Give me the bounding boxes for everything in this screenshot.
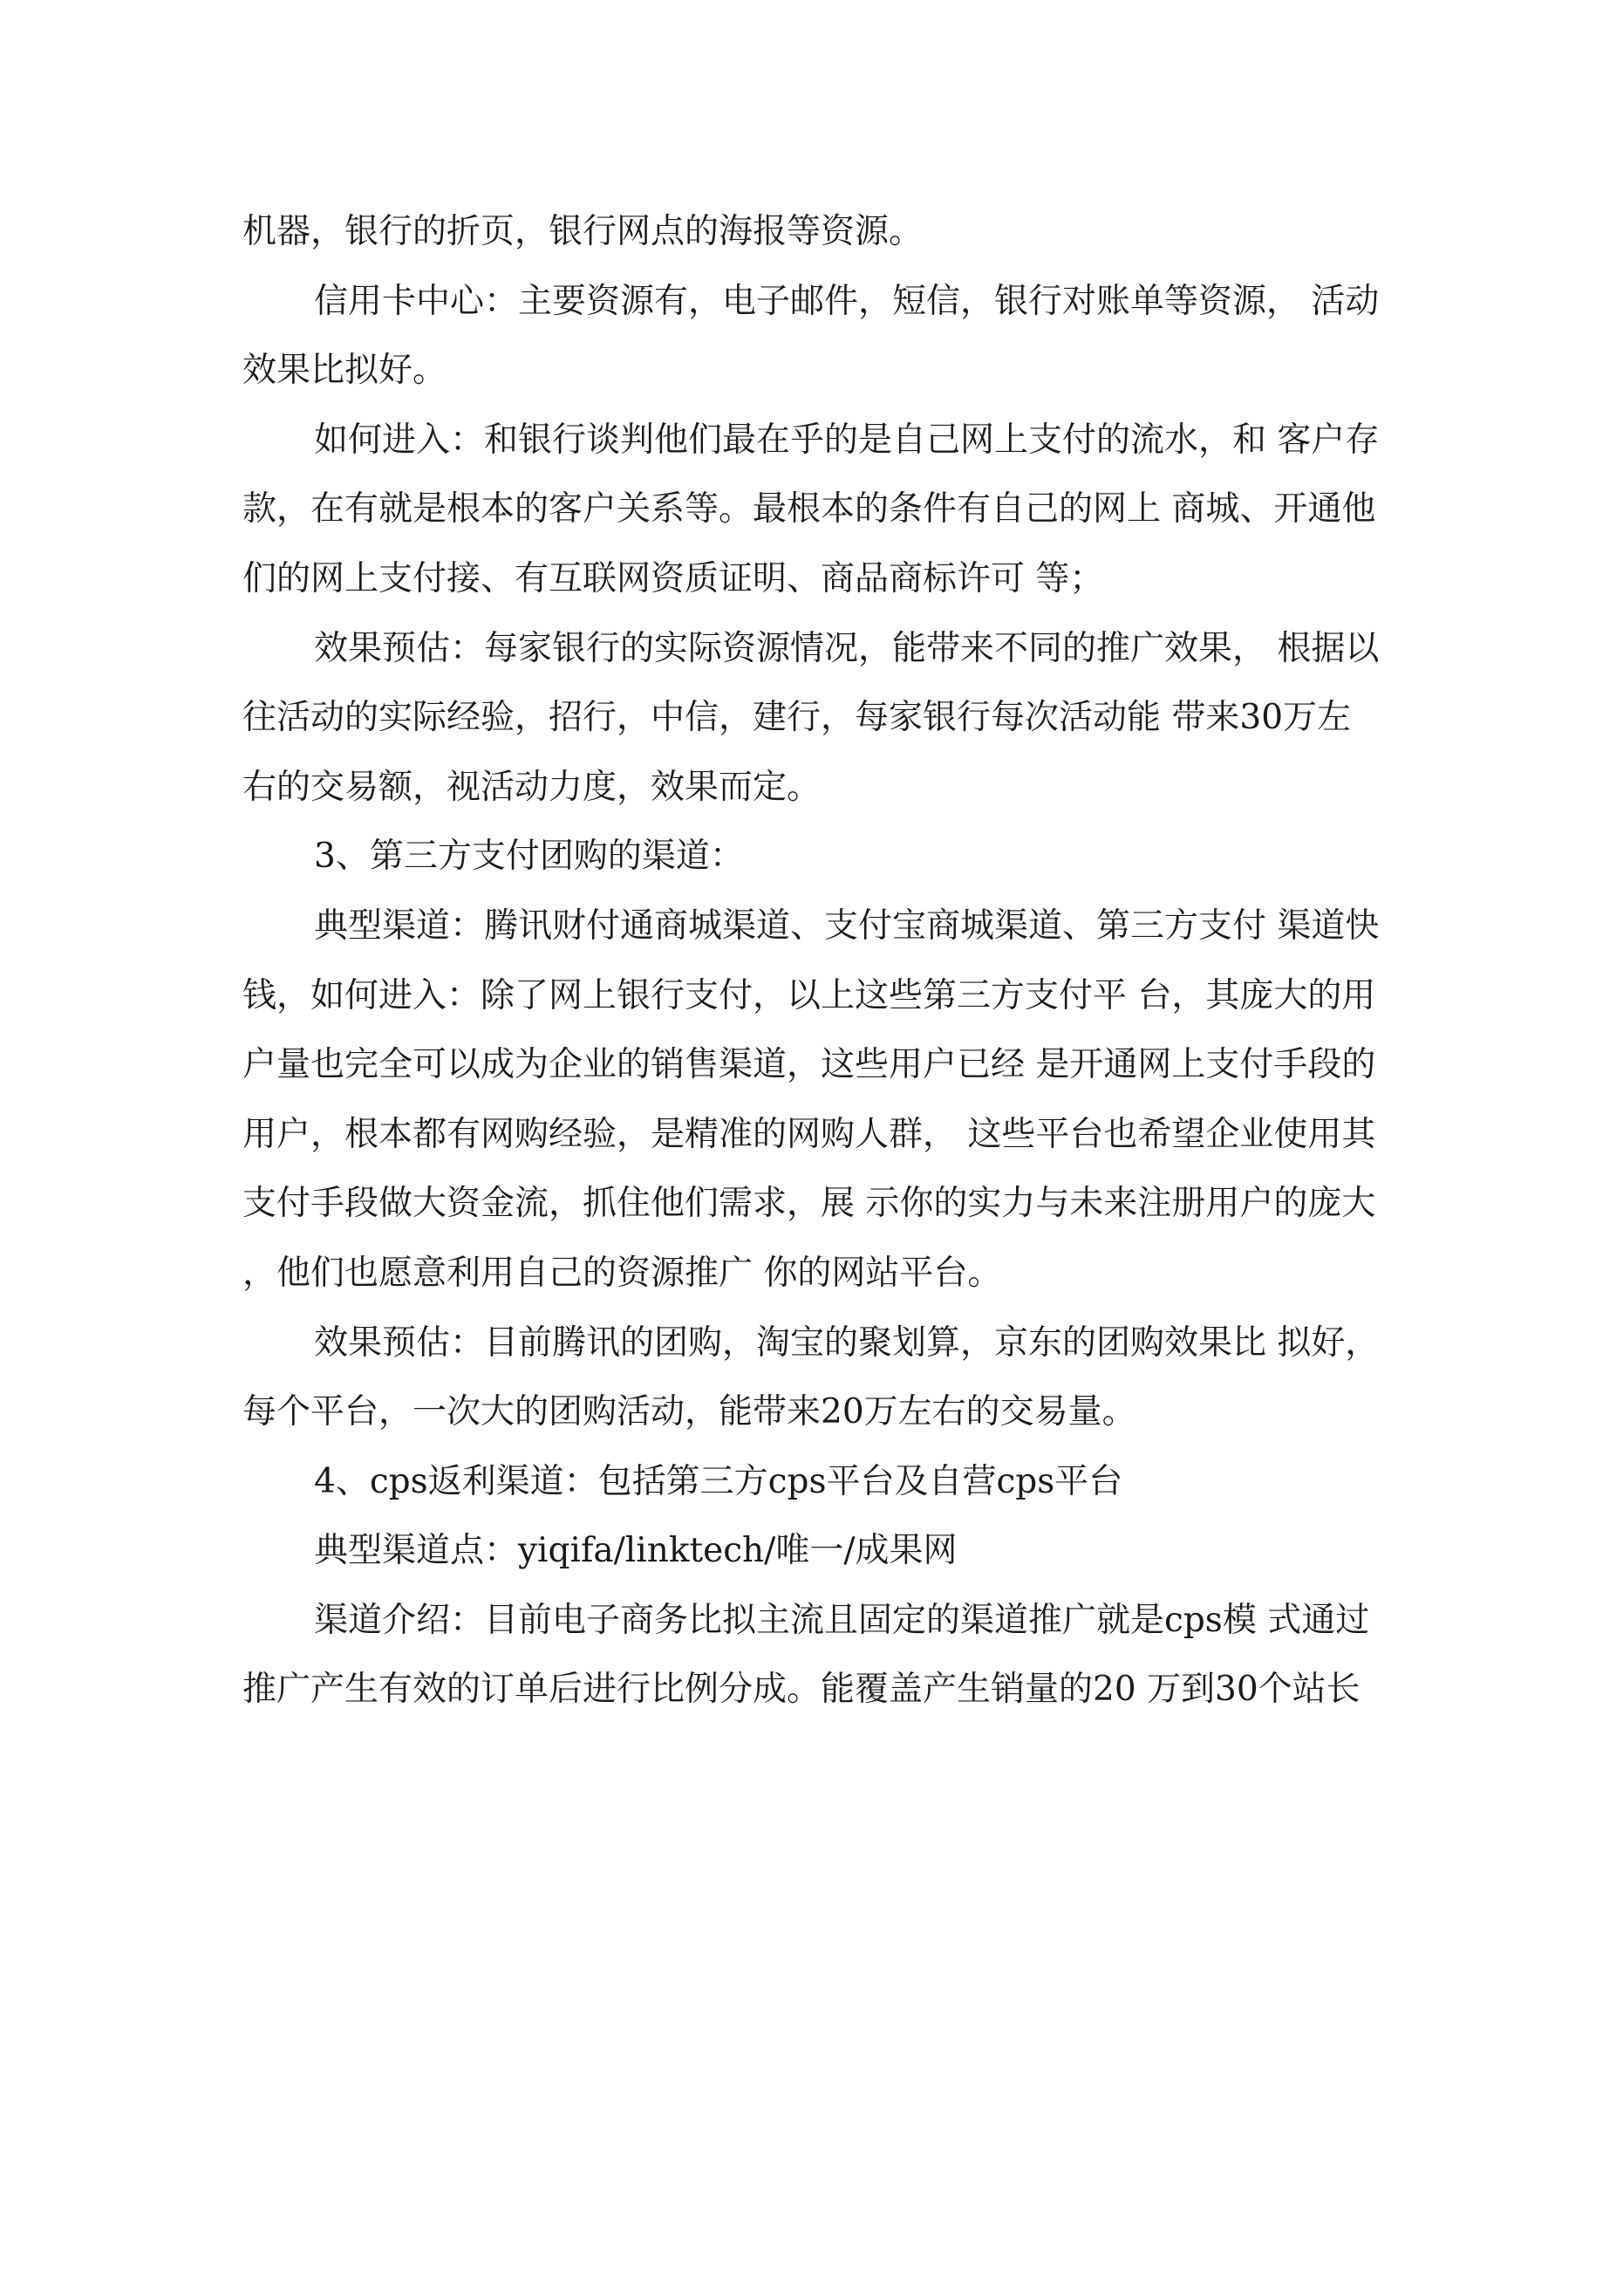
- text-line: 效果预估：目前腾讯的团购，淘宝的聚划算，京东的团购效果比 拟好，: [314, 1322, 1380, 1363]
- text-line: 机器，银行的折页，银行网点的海报等资源。: [242, 212, 924, 251]
- text-line: 钱，如何进入：除了网上银行支付，以上这些第三方支付平 台，其庞大的用: [242, 975, 1376, 1015]
- text-line: 4、cps返利渠道：包括第三方cps平台及自营cps平台: [314, 1461, 1123, 1501]
- text-line: 效果比拟好。: [242, 351, 447, 391]
- document-body: [242, 197, 1402, 1725]
- text-line: 户量也完全可以成为企业的销售渠道，这些用户已经 是开通网上支付手段的: [242, 1045, 1376, 1085]
- text-line: ，他们也愿意利用自己的资源推广 你的网站平台。: [242, 1253, 1002, 1293]
- text-line: 往活动的实际经验，招行，中信，建行，每家银行每次活动能 带来30万左: [242, 698, 1352, 738]
- text-line: 用户，根本都有网购经验，是精准的网购人群， 这些平台也希望企业使用其: [242, 1114, 1376, 1154]
- text-line: 渠道介绍：目前电子商务比拟主流且固定的渠道推广就是cps模 式通过: [314, 1600, 1370, 1640]
- text-line: 信用卡中心：主要资源有，电子邮件，短信，银行对账单等资源， 活动: [314, 281, 1380, 321]
- text-line: 每个平台，一次大的团购活动，能带来20万左右的交易量。: [242, 1392, 1136, 1432]
- text-line: 们的网上支付接、有互联网资质证明、商品商标许可 等；: [242, 558, 1104, 598]
- text-line: 款，在有就是根本的客户关系等。最根本的条件有自己的网上 商城、开通他: [242, 489, 1376, 530]
- text-line: 推广产生有效的订单后进行比例分成。能覆盖产生销量的20 万到30个站长: [242, 1670, 1360, 1710]
- text-line: 右的交易额，视活动力度，效果而定。: [242, 767, 822, 807]
- text-line: 典型渠道：腾讯财付通商城渠道、支付宝商城渠道、第三方支付 渠道快: [314, 905, 1380, 946]
- text-line: 如何进入：和银行谈判他们最在乎的是自己网上支付的流水，和 客户存: [314, 420, 1380, 460]
- text-line: 效果预估：每家银行的实际资源情况，能带来不同的推广效果， 根据以: [314, 628, 1380, 668]
- text-line: 3、第三方支付团购的渠道：: [314, 837, 744, 877]
- text-line: 支付手段做大资金流，抓住他们需求，展 示你的实力与未来注册用户的庞大: [242, 1184, 1376, 1224]
- text-line: 典型渠道点：yiqifa/linktech/唯一/成果网: [314, 1531, 958, 1571]
